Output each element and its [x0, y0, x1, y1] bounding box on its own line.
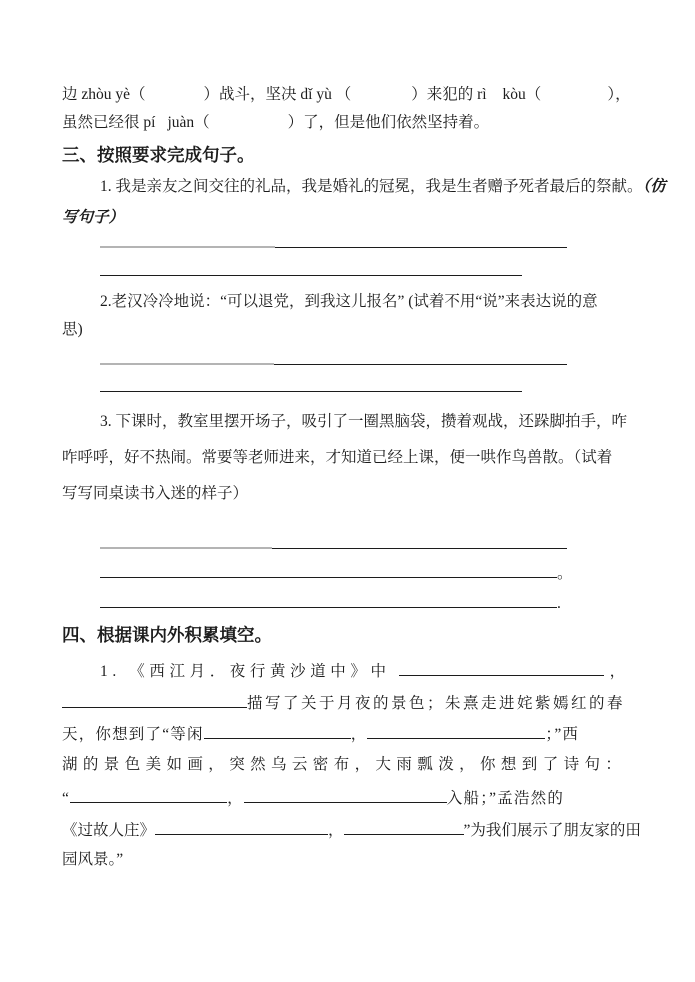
text-run: juàn（ [167, 114, 210, 131]
answer-blank [100, 375, 522, 392]
answer-blank [272, 532, 567, 549]
text-run: 边 zhòu yè（ [62, 86, 146, 103]
text-run: 《过故人庄》 [62, 822, 156, 839]
item2-line-2 [62, 319, 83, 341]
answer-blank [70, 786, 227, 803]
section4-heading [62, 624, 272, 646]
text-run: “ [62, 790, 71, 807]
paren-blank-space [351, 97, 411, 99]
item1-line-1 [100, 176, 666, 198]
item2-answer-line-1 [100, 347, 567, 372]
item3-line-1 [100, 411, 627, 433]
answer-blank [244, 786, 447, 803]
item1-answer-line-1 [100, 230, 567, 255]
paren-blank-space [146, 97, 204, 99]
text-run: 虽然已经很 pí [62, 114, 156, 131]
text-run: 思) [62, 321, 83, 338]
item3-answer-line-1 [100, 531, 567, 556]
item3-line-2 [62, 447, 612, 469]
answer-blank [100, 259, 522, 276]
section4-line-5 [62, 786, 564, 810]
section3-heading [62, 144, 255, 166]
text-run: 。 [557, 565, 573, 582]
text-run: 四、根据课内外积累填空。 [62, 625, 272, 645]
paren-blank-space [155, 125, 167, 127]
text-run: ， [609, 663, 630, 680]
text-run: ）， [607, 86, 631, 103]
item3-answer-line-2 [100, 561, 573, 585]
answer-blank [204, 722, 351, 739]
text-run: ， [227, 790, 244, 807]
item2-line-1 [100, 291, 598, 313]
answer-blank [274, 348, 567, 365]
text-run: 三、按照要求完成句子。 [62, 145, 255, 165]
text-run: ”为我们展示了朋友家的田 [463, 822, 641, 839]
text-run: ）战斗，坚决 dǐ yù （ [203, 86, 352, 103]
text-run: ， [350, 726, 368, 743]
text-run: 园风景。” [62, 851, 124, 868]
text-run: 湖的景色美如画，突然乌云密布，大雨瓢泼，你想到了诗句： [62, 756, 627, 773]
text-run: ， [328, 822, 344, 839]
paren-blank-space [210, 125, 288, 127]
section4-line-1 [100, 659, 630, 683]
text-run: ）来犯的 rì [411, 86, 487, 103]
text-run: 咋呼呼，好不热闹。常要等老师进来，才知道已经上课，便一哄作鸟兽散。（试着 [62, 449, 613, 466]
answer-blank [344, 818, 464, 835]
section4-line-3 [62, 722, 579, 746]
text-run: 天，你想到了“等闲 [62, 726, 204, 743]
text-run: . [557, 595, 561, 612]
text-run: （仿 [642, 178, 666, 195]
paren-blank-space [487, 97, 503, 99]
answer-blank [62, 691, 247, 708]
item3-line-3 [62, 483, 248, 505]
answer-blank [100, 561, 557, 578]
text-run: 描写了关于月夜的景色；朱熹走进姹紫嫣红的春 [247, 695, 626, 712]
text-run: 写写同桌读书入迷的样子） [62, 485, 249, 502]
answer-blank [100, 531, 272, 549]
section4-line-2 [62, 691, 625, 715]
text-run: 1. 《西江月．夜行黄沙道中》中 [100, 663, 391, 680]
paren-blank-space [541, 97, 607, 99]
item3-answer-line-3 [100, 591, 561, 615]
text-run: 1. 我是亲友之间交往的礼品，我是婚礼的冠冕，我是生者赠予死者最后的祭献。 [100, 178, 643, 195]
text-run: 入船；”孟浩然的 [446, 790, 565, 807]
item1-line-2 [62, 207, 124, 229]
answer-blank [100, 591, 557, 608]
text-run: ；”西 [545, 726, 580, 743]
answer-blank [100, 347, 274, 365]
item1-answer-line-2 [100, 259, 522, 283]
text-run: 2.老汉冷冷地说：“可以退党，到我这儿报名” (试着不用“说”来表达说的意 [100, 293, 598, 310]
pinyin-line-2 [62, 112, 489, 134]
pinyin-line-1 [62, 84, 631, 106]
section4-line-6 [62, 818, 641, 842]
answer-blank [275, 231, 567, 248]
answer-blank [367, 722, 545, 739]
answer-blank [399, 659, 604, 676]
item2-answer-line-2 [100, 375, 522, 399]
text-run: kòu（ [502, 86, 542, 103]
section4-line-7 [62, 849, 123, 871]
answer-blank [100, 230, 275, 248]
answer-blank [155, 818, 328, 835]
text-run: 写句子） [62, 209, 125, 226]
text-run: ）了，但是他们依然坚持着。 [287, 114, 490, 131]
section4-line-4 [62, 754, 626, 776]
text-run: 3. 下课时，教室里摆开场子，吸引了一圈黑脑袋，攒着观战，还跺脚拍手，咋 [100, 413, 628, 430]
paren-blank-space [391, 674, 399, 676]
